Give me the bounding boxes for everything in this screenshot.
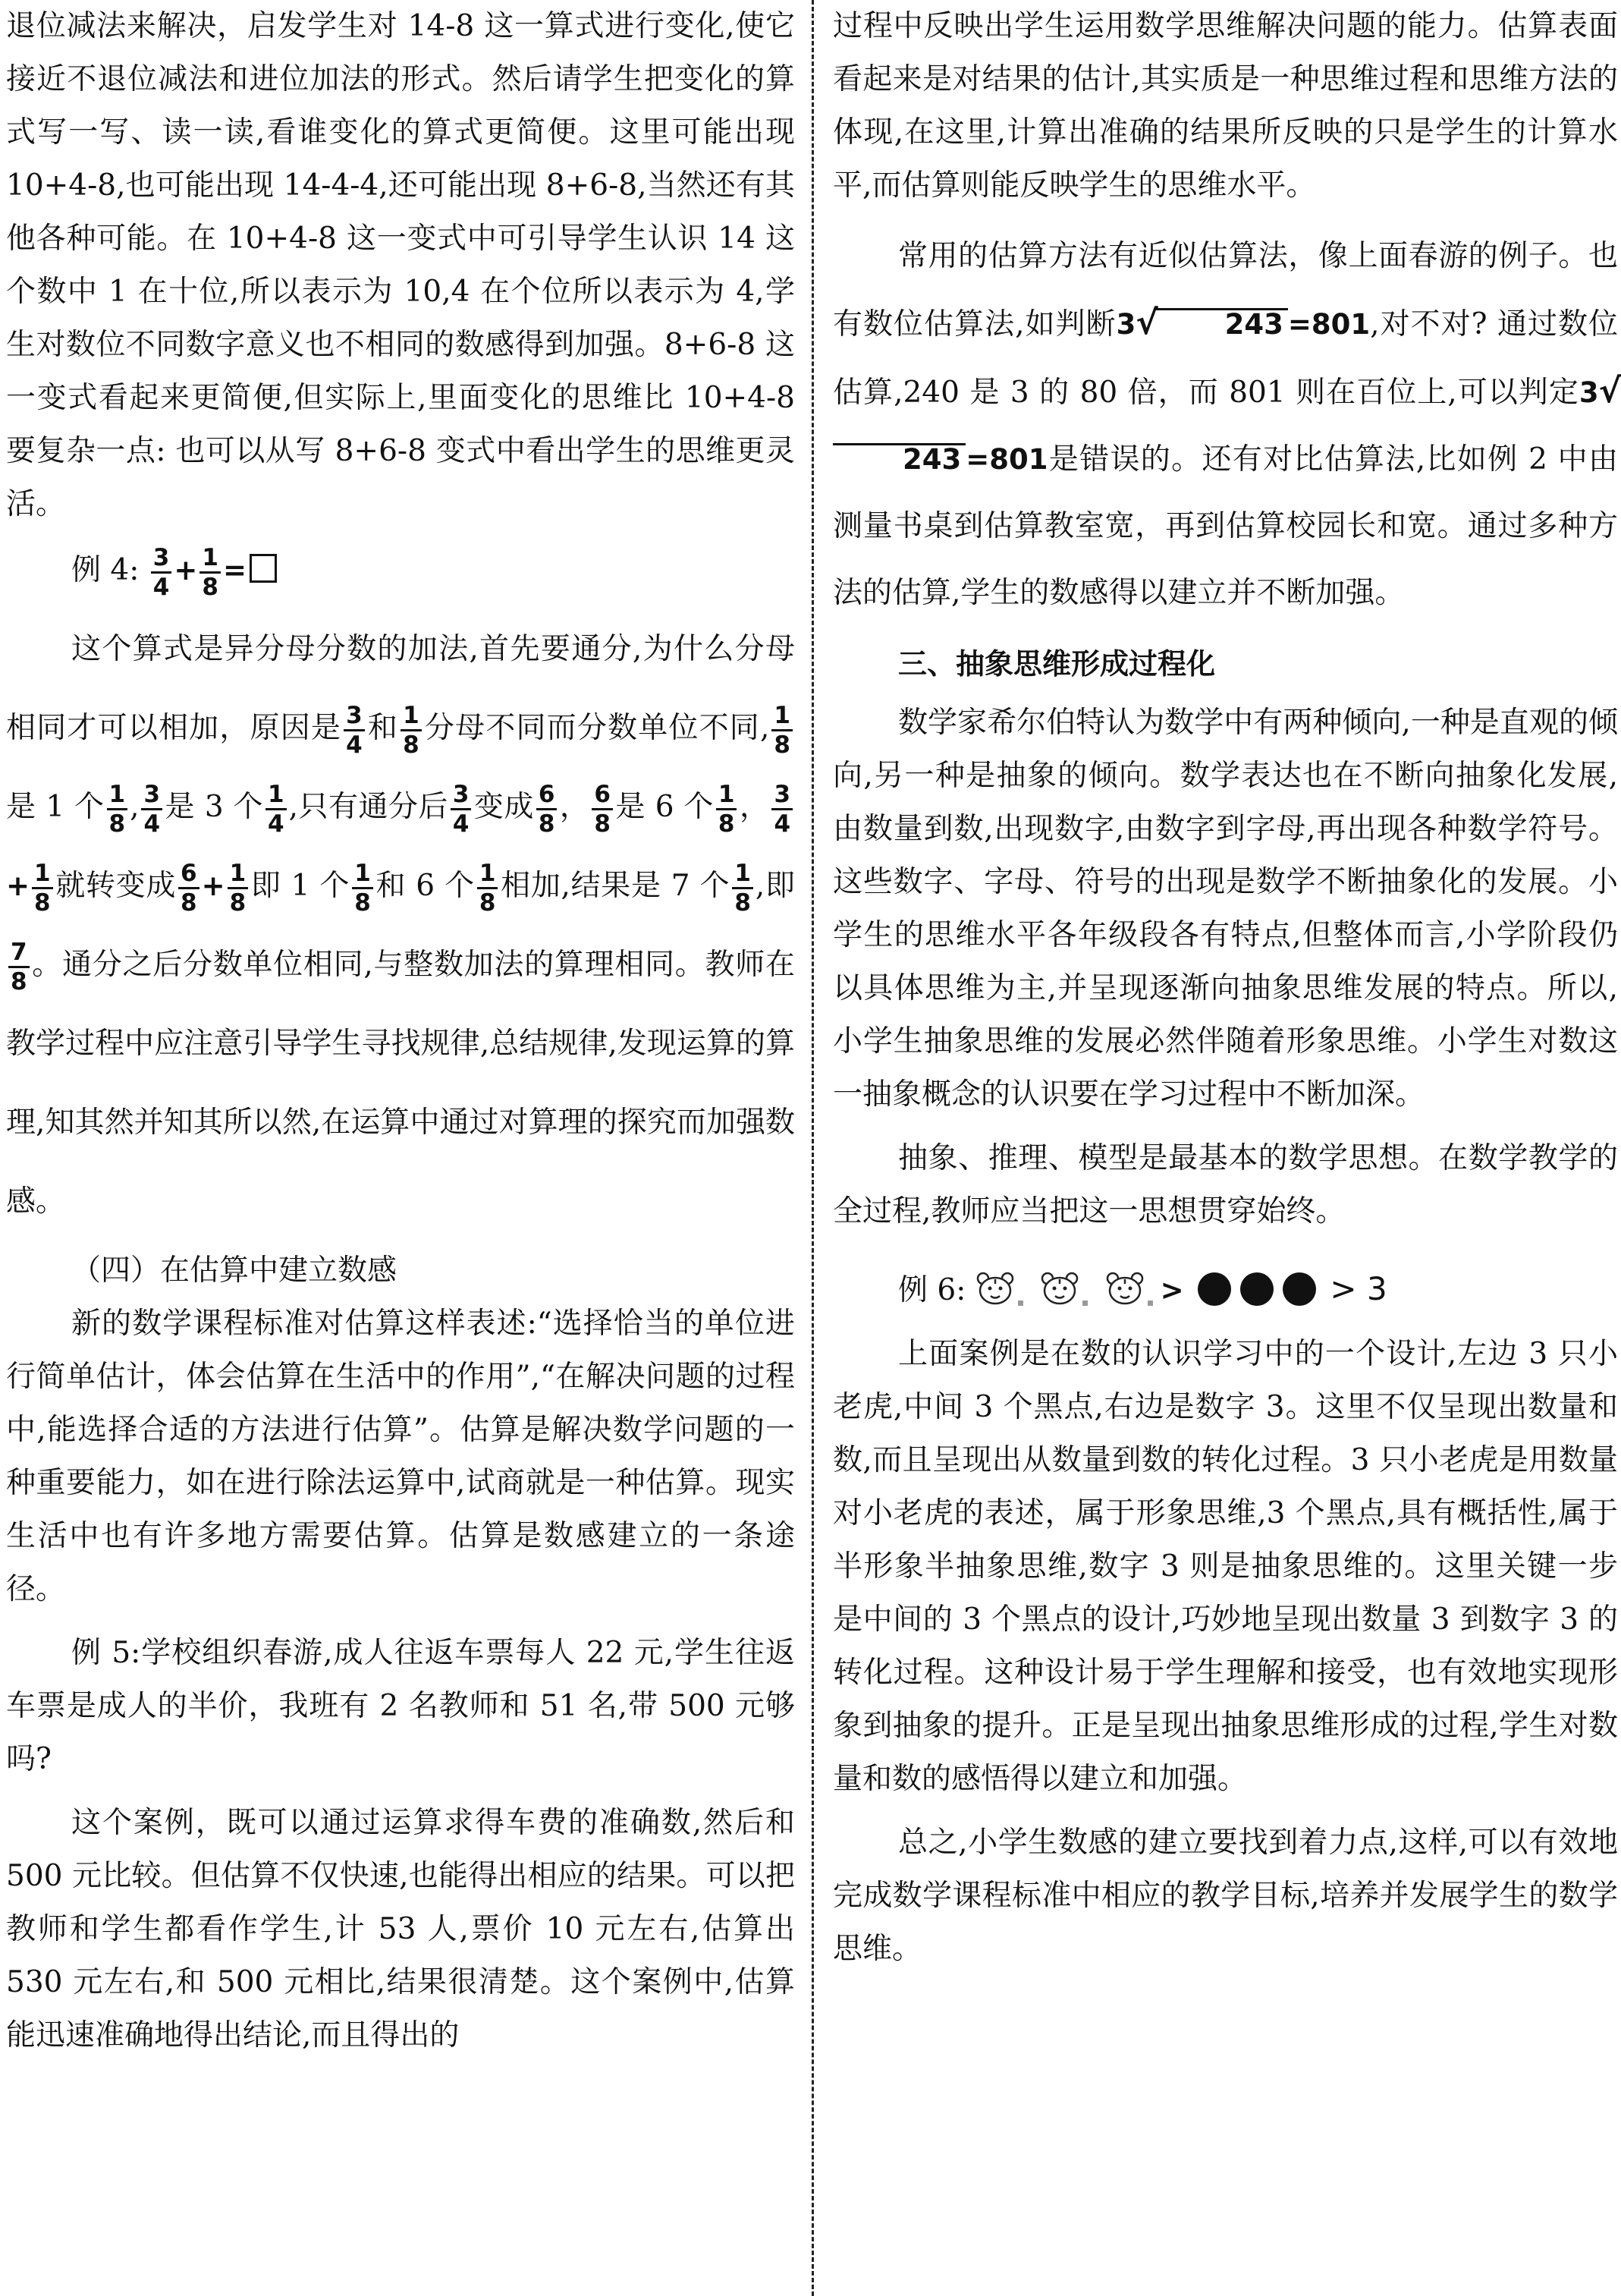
paragraph-example-5-analysis: 这个案例，既可以通过运算求得车费的准确数,然后和 500 元比较。但估算不仅快速,也能得出相应的结果。可以把教师和学生都看作学生,计 53 人,票价 10 元左右,估算出 530 元左右,和 500 元相比,结果很清楚。这个案例中,估算能迅速准确地得出结论,而且得出的 (6, 1806, 795, 2052)
example-4: 例 4: $\frac{3}{4}$ + $\frac{1}{8}$ = (6, 531, 795, 610)
paragraph-continued: 退位减法来解决，启发学生对 14-8 这一算式进行变化,使它接近不退位减法和进位加法的形式。然后请学生把变化的算式写一写、读一读,看谁变化的算式更简便。这里可能出现 10+4-8,也可能出现 14-4-4,还可能出现 8+6-8,当然还有其他各种可能。在 10+4-8 这一变式中可引导学生认识 14 这个数中 1 在十位,所以表示为 10,4 在个位所以表示为 4,学生对数位不同数字意义也不相同的数感得到加强。8+6-8 这一变式看起来更简便,但实际上,里面变化的思维比 10+4-8 要复杂一点: 也可以从写 8+6-8 变式中看出学生的思维更灵活。 (6, 9, 795, 521)
black-dot (1283, 1272, 1316, 1306)
section-heading-abstract-thinking: 三、抽象思维形成过程化 (898, 647, 1216, 681)
black-dot (1198, 1272, 1231, 1306)
example-4-label: 例 4: (71, 553, 140, 587)
sqrt-sign: √ (1598, 372, 1621, 410)
fraction: $\frac{1}{8}$ (199, 544, 221, 601)
dot-marker (1148, 1301, 1153, 1306)
dot-marker (1018, 1301, 1023, 1306)
tiger-icon (975, 1271, 1015, 1306)
left-column (6, 0, 795, 2062)
black-dot (1240, 1272, 1274, 1306)
fraction: $\frac{3}{4}$ (151, 544, 172, 601)
paragraph-hilbert: 数学家希尔伯特认为数学中有两种倾向,一种是直观的倾向,另一种是抽象的倾向。数学表达也在不断向抽象化发展,由数量到数,出现数字,由数字到字母,再出现各种数学符号。这些数字、字母、符号的出现是数学不断抽象化的发展。小学生的思维水平各年级段各有特点,但整体而言,小学阶段仍以具体思维为主,并呈现逐渐向抽象思维发展的特点。所以,小学生抽象思维的发展必然伴随着形象思维。小学生对数这一抽象概念的认识要在学习过程中不断加深。 (833, 706, 1618, 1112)
paragraph-math-ideas: 抽象、推理、模型是最基本的数学思想。在数学教学的全过程,教师应当把这一思想贯穿始终。 (833, 1141, 1618, 1228)
paragraph-conclusion: 总之,小学生数感的建立要找到着力点,这样,可以有效地完成数学课程标准中相应的教学目标,培养并发展学生的数学思维。 (833, 1826, 1618, 1966)
tiger-icon (1040, 1271, 1079, 1306)
paragraph-continued-right: 过程中反映出学生运用数学思维解决问题的能力。估算表面看起来是对结果的估计,其实质是一种思维过程和思维方法的体现,在这里,计算出准确的结果所反映的只是学生的计算水平,而估算则能反映学生的思维水平。 (833, 9, 1618, 203)
paragraph-example-6-analysis: 上面案例是在数的认识学习中的一个设计,左边 3 只小老虎,中间 3 个黑点,右边是数字 3。这里不仅呈现出数量和数,而且呈现出从数量到数的转化过程。3 只小老虎是用数量对小老虎的表述，属于形象思维,3 个黑点,具有概括性,属于半形象半抽象思维,数字 3 则是抽象思维的。这里关键一步是中间的 3 个黑点的设计,巧妙地呈现出数量 3 到数字 3 的转化过程。这种设计易于学生理解和接受，也有效地实现形象到抽象的提升。正是呈现出抽象思维形成的过程,学生对数量和数的感悟得以建立和加强。 (833, 1337, 1618, 1796)
section-heading-estimation: （四）在估算中建立数感 (71, 1253, 397, 1288)
right-column (833, 0, 1621, 1976)
blank-box (250, 554, 277, 583)
sqrt-sign: √ (1136, 304, 1158, 342)
example-6: 例 6: > > 3 (898, 1270, 1387, 1307)
column-divider (812, 0, 814, 2296)
paragraph-estimation: 新的数学课程标准对估算这样表述:“选择恰当的单位进行简单估计，体会估算在生活中的作用”,“在解决问题的过程中,能选择合适的方法进行估算”。估算是解决数学问题的一种重要能力，如在进行除法运算中,试商就是一种估算。现实生活中也有许多地方需要估算。估算是数感建立的一条途径。 (6, 1307, 795, 1606)
example-5: 例 5:学校组织春游,成人往返车票每人 22 元,学生往返车票是成人的半价，我班有 2 名教师和 51 名,带 500 元够吗? (6, 1636, 795, 1776)
tiger-icon (1105, 1271, 1145, 1306)
paragraph-estimation-methods: 常用的估算方法有近似估算法，像上面春游的例子。也有数位估算法,如判断3√ 243 =801,对不对? 通过数位估算,240 是 3 的 80 倍，而 801 则在百位上,可以判定3√243 =801是错误的。还有对比估算法,比如例 2 中由测量书桌到估算教室宽，再到估算校园长和宽。通过多种方法的估算,学生的数感得以建立并不断加强。 (833, 239, 1621, 610)
dot-marker (1082, 1301, 1088, 1306)
paragraph-fraction-explanation: 这个算式是异分母分数的加法,首先要通分,为什么分母相同才可以相加，原因是 $\frac{3}{4}$ 和 $\frac{1}{8}$ 分母不同而分数单位不同, $\frac{1}{8}$ 是 1 个 $\frac{1}{8}$ , $\frac{3}{4}$ 是 3 个 $\frac{1}{4}$ ,只有通分后 $\frac{3}{4}$ 变成 $\frac{6}{8}$ ， $\frac{6}{8}$ 是 6 个 $\frac{1}{8}$ ， $\frac{3}{4}$ + $\frac{1}{8}$ 就转变成 $\frac{6}{8}$ + $\frac{1}{8}$ 即 1 个 $\frac{1}{8}$ 和 6 个 $\frac{1}{8}$ 相加,结果是 7 个 $\frac{1}{8}$ ,即 $\frac{7}{8}$ 。通分之后分数单位相同,与整数加法的算理相同。教师在教学过程中应注意引导学生寻找规律,总结规律,发现运算的算理,知其然并知其所以然,在运算中通过对算理的探究而加强数感。 (6, 632, 795, 1219)
example-6-label: 例 6: (898, 1273, 966, 1307)
